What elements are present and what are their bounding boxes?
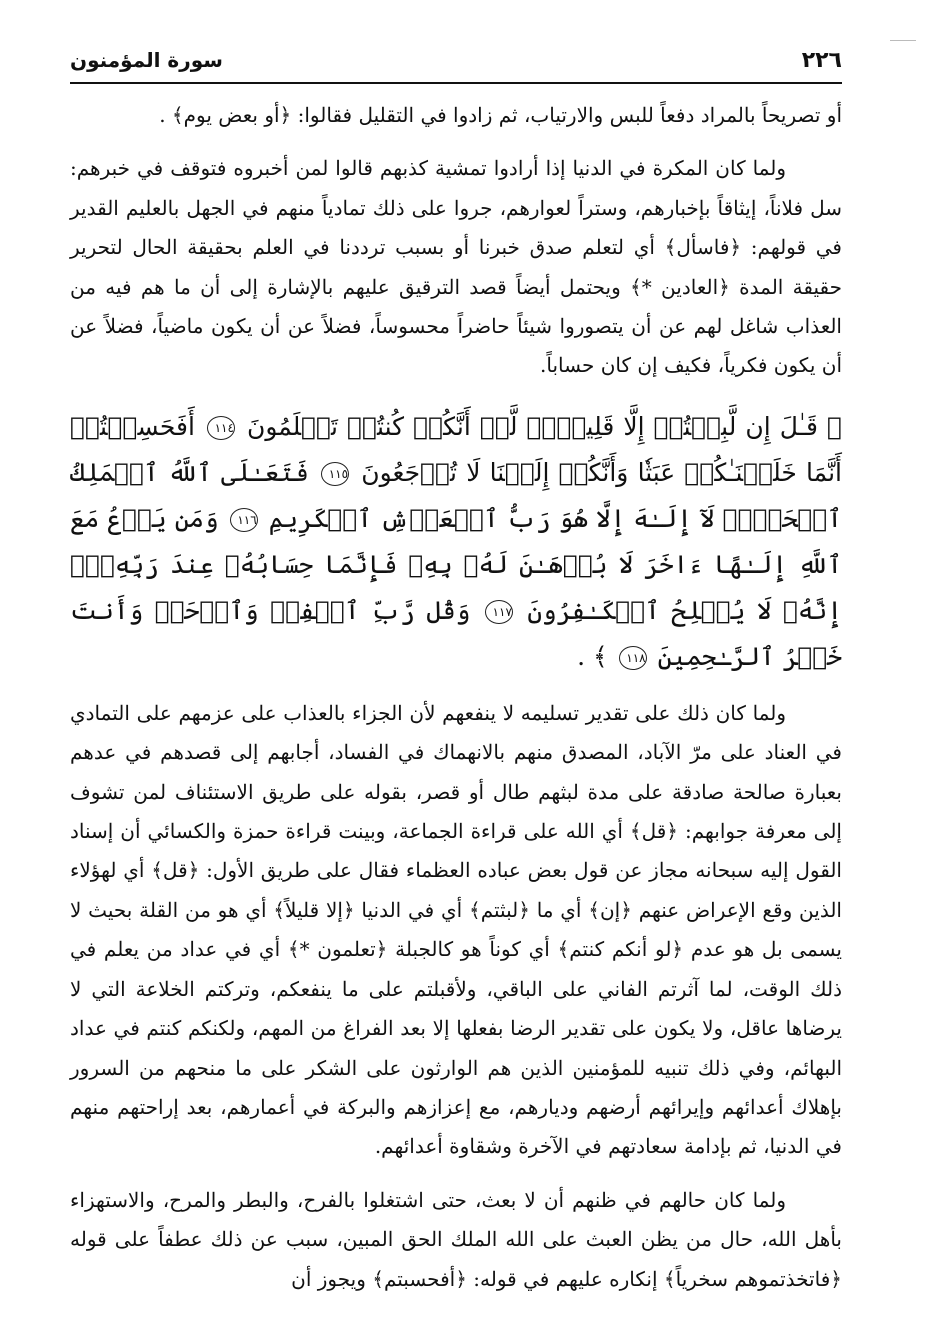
paragraph-2: ولما كان المكرة في الدنيا إذا أرادوا تمشية كذبهم قالوا لمن أخبروه فتوقف في خبرهم: سل فلاناً، إيثاقاً بإخبارهم، وستراً لعوارهم، جروا على ذلك تمادياً منهم في الجهل بالعليم القدير في قولهم: ﴿فاسأل﴾ أي لتعلم صدق خبرنا أو بسبب ترددنا في العلم بحقيقة الحال لتحرير حقيقة المدة ﴿العادين *﴾ ويحتمل أيضاً قصد الترقيق عليهم بالإشارة إلى أن ما هم فيه من العذاب شاغل لهم عن أن يتصوروا شيئاً حاضراً محسوساً، فضلاً عن أن يكون ماضياً، فضلاً عن أن يكون فكرياً، فكيف إن كان حساباً. bbox=[70, 156, 842, 378]
ayah-number-116: ١١٦ bbox=[230, 508, 258, 532]
verse-117-text: وَمَن يَدۡعُ مَعَ ٱللَّهِ إِلَـٰهًا ءَاخَرَ لَا بُرۡهَـٰنَ لَهُۥ بِهِۦ فَإِنَّمَا حِسَابُهُۥ عِندَ رَبِّهِۦٓۚ إِنَّهُۥ لَا يُفۡلِحُ ٱلۡكَـٰفِرُونَ bbox=[70, 503, 842, 625]
verse-open-bracket: ﴿ bbox=[827, 411, 843, 441]
ayah-number-117: ١١٧ bbox=[485, 600, 513, 624]
ayah-number-118: ١١٨ bbox=[619, 646, 647, 670]
ayah-number-114: ١١٤ bbox=[207, 416, 235, 440]
verse-116-text: فَتَعَـٰلَى ٱللَّهُ ٱلۡمَلِكُ ٱلۡحَقُّۖ لَآ إِلَـٰهَ إِلَّا هُوَ رَبُّ ٱلۡعَرۡشِ ٱلۡكَرِيمِ bbox=[70, 457, 842, 533]
paragraph-3: ولما كان ذلك على تقدير تسليمه لا ينفعهم لأن الجزاء بالعذاب على عزمهم على التمادي في العناد على مرّ الآباد، المصدق منهم بالانهماك في الفساد، أجابهم إلى قصدهم في عدهم بعبارة صالحة صادقة على مدة لبثهم طال أو قصر، بقوله على طريق الاستئناف لمن تشوف إلى معرفة جوابهم: ﴿قل﴾ أي الله على قراءة الجماعة، وبينت قراءة حمزة والكسائي أن إسناد القول إليه سبحانه مجاز عن قول بعض عباده العظماء فقال على طريق الأول: ﴿قل﴾ أي لهؤلاء الذين وقع الإعراض عنهم ﴿إن﴾ أي ما ﴿لبثتم﴾ أي في الدنيا ﴿إلا قليلاً﴾ أي هو من القلة بحيث لا يسمى بل هو عدم ﴿لو أنكم كنتم﴾ أي كوناً هو كالجبلة ﴿تعلمون *﴾ أي في عداد من يعلم في ذلك الوقت، لما آثرتم الفاني على الباقي، ولأقبلتم على ما ينفعكم، وتركتم الخلاعة التي لا يرضاها عاقل، ولا يكون على تقدير الرضا بفعلها إلا بعد الفراغ من المهم، ولكنكم كنتم في عداد البهائم، وفي ذلك تنبيه للمؤمنين الذين هم الوارثون على الشكر على ما منحهم من السرور بإهلاك أعدائهم وإيرائهم أرضهم وديارهم، مع إعزازهم والبركة في أعمارهم، بعد إراحتهم منهم في الدنيا، ثم بإدامة سعادتهم في الآخرة وشقاوة أعدائهم. bbox=[70, 700, 842, 1159]
ayah-number-115: ١١٥ bbox=[321, 462, 349, 486]
quran-verses-block bbox=[70, 404, 842, 680]
paragraph-1: أو تصريحاً بالمراد دفعاً للبس والارتياب، ثم زادوا في التقليل فقالوا: ﴿أو بعض يوم﴾ . bbox=[159, 103, 842, 127]
header-rule bbox=[70, 82, 842, 84]
verse-114-text: قَـٰلَ إِن لَّبِثۡتُمۡ إِلَّا قَلِيلٗاۖ لَّوۡ أَنَّكُمۡ كُنتُمۡ تَعۡلَمُونَ bbox=[247, 411, 818, 441]
page-body bbox=[70, 96, 842, 1299]
page-number: ٢٢٦ bbox=[801, 48, 842, 73]
surah-title: سورة المؤمنون bbox=[70, 48, 223, 72]
verse-close-bracket: ﴾ . bbox=[577, 641, 608, 671]
page-header bbox=[70, 44, 842, 84]
corner-mark bbox=[890, 40, 916, 41]
verse-118-text: وَقُل رَّبِّ ٱغۡفِرۡ وَٱرۡحَمۡ وَأَنتَ خَيۡرُ ٱلرَّـٰحِمِينَ bbox=[70, 595, 842, 671]
paragraph-4: ولما كان حالهم في ظنهم أن لا بعث، حتى اشتغلوا بالفرح، والبطر والمرح، والاستهزاء بأهل الله، حال من يظن العبث على الله الملك الحق المبين، سبب عن ذلك عطفاً على قوله ﴿فاتخذتموهم سخرياً﴾ إنكاره عليهم في قوله: ﴿أفحسبتم﴾ ويجوز أن bbox=[70, 1187, 842, 1291]
verse-115-text: أَفَحَسِبۡتُمۡ أَنَّمَا خَلَقۡنَـٰكُمۡ عَبَثٗا وَأَنَّكُمۡ إِلَيۡنَا لَا تُرۡجَعُونَ bbox=[70, 411, 842, 487]
